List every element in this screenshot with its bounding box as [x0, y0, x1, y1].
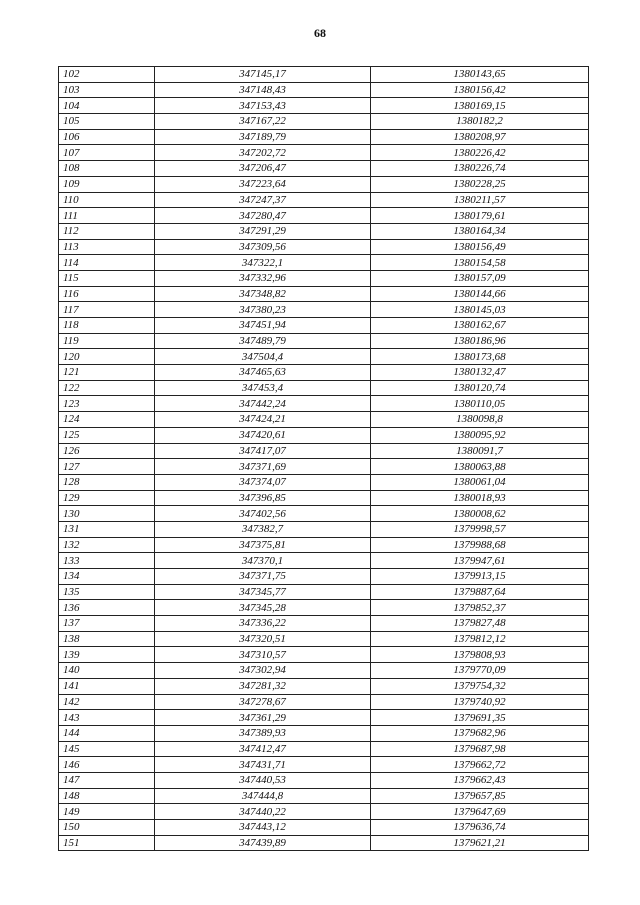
table-row	[59, 192, 589, 208]
table-row	[59, 788, 589, 804]
table-row	[59, 208, 589, 224]
point-number-cell: 150	[59, 820, 155, 836]
table-row	[59, 725, 589, 741]
table-row	[59, 772, 589, 788]
x-coordinate-cell: 347431,71	[155, 757, 371, 773]
table-row	[59, 757, 589, 773]
table-row	[59, 286, 589, 302]
x-coordinate-cell: 347167,22	[155, 114, 371, 130]
table-row	[59, 67, 589, 83]
x-coordinate-cell: 347489,79	[155, 333, 371, 349]
y-coordinate-cell: 1379647,69	[371, 804, 589, 820]
y-coordinate-cell: 1380179,61	[371, 208, 589, 224]
table-row	[59, 223, 589, 239]
y-coordinate-cell: 1380169,15	[371, 98, 589, 114]
coordinates-table-body	[59, 67, 589, 851]
y-coordinate-cell: 1380144,66	[371, 286, 589, 302]
table-row	[59, 145, 589, 161]
y-coordinate-cell: 1380154,58	[371, 255, 589, 271]
table-row	[59, 584, 589, 600]
y-coordinate-cell: 1380164,34	[371, 223, 589, 239]
x-coordinate-cell: 347320,51	[155, 631, 371, 647]
table-row	[59, 474, 589, 490]
y-coordinate-cell: 1379808,93	[371, 647, 589, 663]
y-coordinate-cell: 1380098,8	[371, 412, 589, 428]
x-coordinate-cell: 347402,56	[155, 506, 371, 522]
point-number-cell: 106	[59, 129, 155, 145]
y-coordinate-cell: 1379988,68	[371, 537, 589, 553]
y-coordinate-cell: 1380143,65	[371, 67, 589, 83]
point-number-cell: 117	[59, 302, 155, 318]
y-coordinate-cell: 1379947,61	[371, 553, 589, 569]
x-coordinate-cell: 347443,12	[155, 820, 371, 836]
y-coordinate-cell: 1379621,21	[371, 835, 589, 851]
point-number-cell: 105	[59, 114, 155, 130]
table-row	[59, 427, 589, 443]
point-number-cell: 143	[59, 710, 155, 726]
x-coordinate-cell: 347348,82	[155, 286, 371, 302]
table-row	[59, 694, 589, 710]
x-coordinate-cell: 347374,07	[155, 474, 371, 490]
table-row	[59, 176, 589, 192]
table-row	[59, 804, 589, 820]
y-coordinate-cell: 1379812,12	[371, 631, 589, 647]
table-row	[59, 678, 589, 694]
x-coordinate-cell: 347417,07	[155, 443, 371, 459]
point-number-cell: 147	[59, 772, 155, 788]
y-coordinate-cell: 1379998,57	[371, 521, 589, 537]
x-coordinate-cell: 347389,93	[155, 725, 371, 741]
x-coordinate-cell: 347412,47	[155, 741, 371, 757]
table-row	[59, 506, 589, 522]
point-number-cell: 134	[59, 569, 155, 585]
y-coordinate-cell: 1380173,68	[371, 349, 589, 365]
x-coordinate-cell: 347322,1	[155, 255, 371, 271]
x-coordinate-cell: 347371,69	[155, 459, 371, 475]
table-row	[59, 114, 589, 130]
x-coordinate-cell: 347420,61	[155, 427, 371, 443]
x-coordinate-cell: 347336,22	[155, 616, 371, 632]
point-number-cell: 118	[59, 318, 155, 334]
y-coordinate-cell: 1380211,57	[371, 192, 589, 208]
y-coordinate-cell: 1379662,43	[371, 772, 589, 788]
table-row	[59, 537, 589, 553]
point-number-cell: 102	[59, 67, 155, 83]
point-number-cell: 103	[59, 82, 155, 98]
y-coordinate-cell: 1380132,47	[371, 365, 589, 381]
x-coordinate-cell: 347202,72	[155, 145, 371, 161]
point-number-cell: 120	[59, 349, 155, 365]
x-coordinate-cell: 347302,94	[155, 663, 371, 679]
point-number-cell: 121	[59, 365, 155, 381]
y-coordinate-cell: 1380061,04	[371, 474, 589, 490]
point-number-cell: 124	[59, 412, 155, 428]
point-number-cell: 108	[59, 161, 155, 177]
table-row	[59, 129, 589, 145]
table-row	[59, 663, 589, 679]
point-number-cell: 114	[59, 255, 155, 271]
table-row	[59, 600, 589, 616]
y-coordinate-cell: 1379754,32	[371, 678, 589, 694]
table-row	[59, 553, 589, 569]
point-number-cell: 135	[59, 584, 155, 600]
x-coordinate-cell: 347145,17	[155, 67, 371, 83]
y-coordinate-cell: 1380145,03	[371, 302, 589, 318]
table-row	[59, 820, 589, 836]
x-coordinate-cell: 347280,47	[155, 208, 371, 224]
table-row	[59, 349, 589, 365]
x-coordinate-cell: 347451,94	[155, 318, 371, 334]
y-coordinate-cell: 1379691,35	[371, 710, 589, 726]
point-number-cell: 139	[59, 647, 155, 663]
x-coordinate-cell: 347465,63	[155, 365, 371, 381]
x-coordinate-cell: 347453,4	[155, 380, 371, 396]
point-number-cell: 104	[59, 98, 155, 114]
y-coordinate-cell: 1380186,96	[371, 333, 589, 349]
point-number-cell: 115	[59, 270, 155, 286]
y-coordinate-cell: 1379770,09	[371, 663, 589, 679]
y-coordinate-cell: 1380156,42	[371, 82, 589, 98]
coordinates-table	[58, 66, 589, 851]
point-number-cell: 112	[59, 223, 155, 239]
y-coordinate-cell: 1380110,05	[371, 396, 589, 412]
y-coordinate-cell: 1379827,48	[371, 616, 589, 632]
y-coordinate-cell: 1380182,2	[371, 114, 589, 130]
table-row	[59, 318, 589, 334]
point-number-cell: 141	[59, 678, 155, 694]
point-number-cell: 111	[59, 208, 155, 224]
point-number-cell: 127	[59, 459, 155, 475]
x-coordinate-cell: 347370,1	[155, 553, 371, 569]
point-number-cell: 113	[59, 239, 155, 255]
y-coordinate-cell: 1380018,93	[371, 490, 589, 506]
point-number-cell: 123	[59, 396, 155, 412]
x-coordinate-cell: 347332,96	[155, 270, 371, 286]
point-number-cell: 129	[59, 490, 155, 506]
y-coordinate-cell: 1380228,25	[371, 176, 589, 192]
table-row	[59, 239, 589, 255]
y-coordinate-cell: 1379687,98	[371, 741, 589, 757]
table-row	[59, 835, 589, 851]
x-coordinate-cell: 347504,4	[155, 349, 371, 365]
x-coordinate-cell: 347375,81	[155, 537, 371, 553]
point-number-cell: 131	[59, 521, 155, 537]
point-number-cell: 136	[59, 600, 155, 616]
y-coordinate-cell: 1380156,49	[371, 239, 589, 255]
y-coordinate-cell: 1379887,64	[371, 584, 589, 600]
point-number-cell: 146	[59, 757, 155, 773]
table-row	[59, 631, 589, 647]
y-coordinate-cell: 1380162,67	[371, 318, 589, 334]
x-coordinate-cell: 347442,24	[155, 396, 371, 412]
x-coordinate-cell: 347309,56	[155, 239, 371, 255]
x-coordinate-cell: 347371,75	[155, 569, 371, 585]
table-row	[59, 255, 589, 271]
y-coordinate-cell: 1380208,97	[371, 129, 589, 145]
x-coordinate-cell: 347345,28	[155, 600, 371, 616]
point-number-cell: 137	[59, 616, 155, 632]
x-coordinate-cell: 347380,23	[155, 302, 371, 318]
x-coordinate-cell: 347291,29	[155, 223, 371, 239]
y-coordinate-cell: 1380008,62	[371, 506, 589, 522]
x-coordinate-cell: 347223,64	[155, 176, 371, 192]
x-coordinate-cell: 347424,21	[155, 412, 371, 428]
table-row	[59, 161, 589, 177]
table-row	[59, 302, 589, 318]
table-row	[59, 98, 589, 114]
point-number-cell: 144	[59, 725, 155, 741]
x-coordinate-cell: 347206,47	[155, 161, 371, 177]
point-number-cell: 151	[59, 835, 155, 851]
x-coordinate-cell: 347189,79	[155, 129, 371, 145]
x-coordinate-cell: 347396,85	[155, 490, 371, 506]
table-row	[59, 270, 589, 286]
x-coordinate-cell: 347382,7	[155, 521, 371, 537]
y-coordinate-cell: 1379852,37	[371, 600, 589, 616]
point-number-cell: 119	[59, 333, 155, 349]
y-coordinate-cell: 1380157,09	[371, 270, 589, 286]
table-row	[59, 412, 589, 428]
x-coordinate-cell: 347345,77	[155, 584, 371, 600]
table-row	[59, 333, 589, 349]
table-row	[59, 459, 589, 475]
x-coordinate-cell: 347440,22	[155, 804, 371, 820]
table-row	[59, 710, 589, 726]
y-coordinate-cell: 1379682,96	[371, 725, 589, 741]
point-number-cell: 125	[59, 427, 155, 443]
point-number-cell: 132	[59, 537, 155, 553]
point-number-cell: 140	[59, 663, 155, 679]
table-row	[59, 82, 589, 98]
point-number-cell: 130	[59, 506, 155, 522]
y-coordinate-cell: 1379913,15	[371, 569, 589, 585]
table-row	[59, 380, 589, 396]
x-coordinate-cell: 347440,53	[155, 772, 371, 788]
x-coordinate-cell: 347439,89	[155, 835, 371, 851]
page-number: 68	[314, 26, 326, 40]
point-number-cell: 122	[59, 380, 155, 396]
x-coordinate-cell: 347361,29	[155, 710, 371, 726]
point-number-cell: 128	[59, 474, 155, 490]
point-number-cell: 109	[59, 176, 155, 192]
point-number-cell: 133	[59, 553, 155, 569]
y-coordinate-cell: 1379740,92	[371, 694, 589, 710]
point-number-cell: 116	[59, 286, 155, 302]
y-coordinate-cell: 1379662,72	[371, 757, 589, 773]
y-coordinate-cell: 1380226,74	[371, 161, 589, 177]
point-number-cell: 145	[59, 741, 155, 757]
x-coordinate-cell: 347281,32	[155, 678, 371, 694]
x-coordinate-cell: 347278,67	[155, 694, 371, 710]
y-coordinate-cell: 1380120,74	[371, 380, 589, 396]
table-row	[59, 396, 589, 412]
point-number-cell: 149	[59, 804, 155, 820]
y-coordinate-cell: 1379636,74	[371, 820, 589, 836]
x-coordinate-cell: 347444,8	[155, 788, 371, 804]
y-coordinate-cell: 1380095,92	[371, 427, 589, 443]
point-number-cell: 148	[59, 788, 155, 804]
y-coordinate-cell: 1379657,85	[371, 788, 589, 804]
y-coordinate-cell: 1380091,7	[371, 443, 589, 459]
x-coordinate-cell: 347153,43	[155, 98, 371, 114]
table-row	[59, 365, 589, 381]
x-coordinate-cell: 347148,43	[155, 82, 371, 98]
x-coordinate-cell: 347310,57	[155, 647, 371, 663]
point-number-cell: 107	[59, 145, 155, 161]
point-number-cell: 142	[59, 694, 155, 710]
table-row	[59, 647, 589, 663]
table-row	[59, 521, 589, 537]
y-coordinate-cell: 1380063,88	[371, 459, 589, 475]
table-row	[59, 443, 589, 459]
table-row	[59, 490, 589, 506]
table-row	[59, 616, 589, 632]
point-number-cell: 138	[59, 631, 155, 647]
table-row	[59, 569, 589, 585]
point-number-cell: 110	[59, 192, 155, 208]
y-coordinate-cell: 1380226,42	[371, 145, 589, 161]
x-coordinate-cell: 347247,37	[155, 192, 371, 208]
point-number-cell: 126	[59, 443, 155, 459]
table-row	[59, 741, 589, 757]
